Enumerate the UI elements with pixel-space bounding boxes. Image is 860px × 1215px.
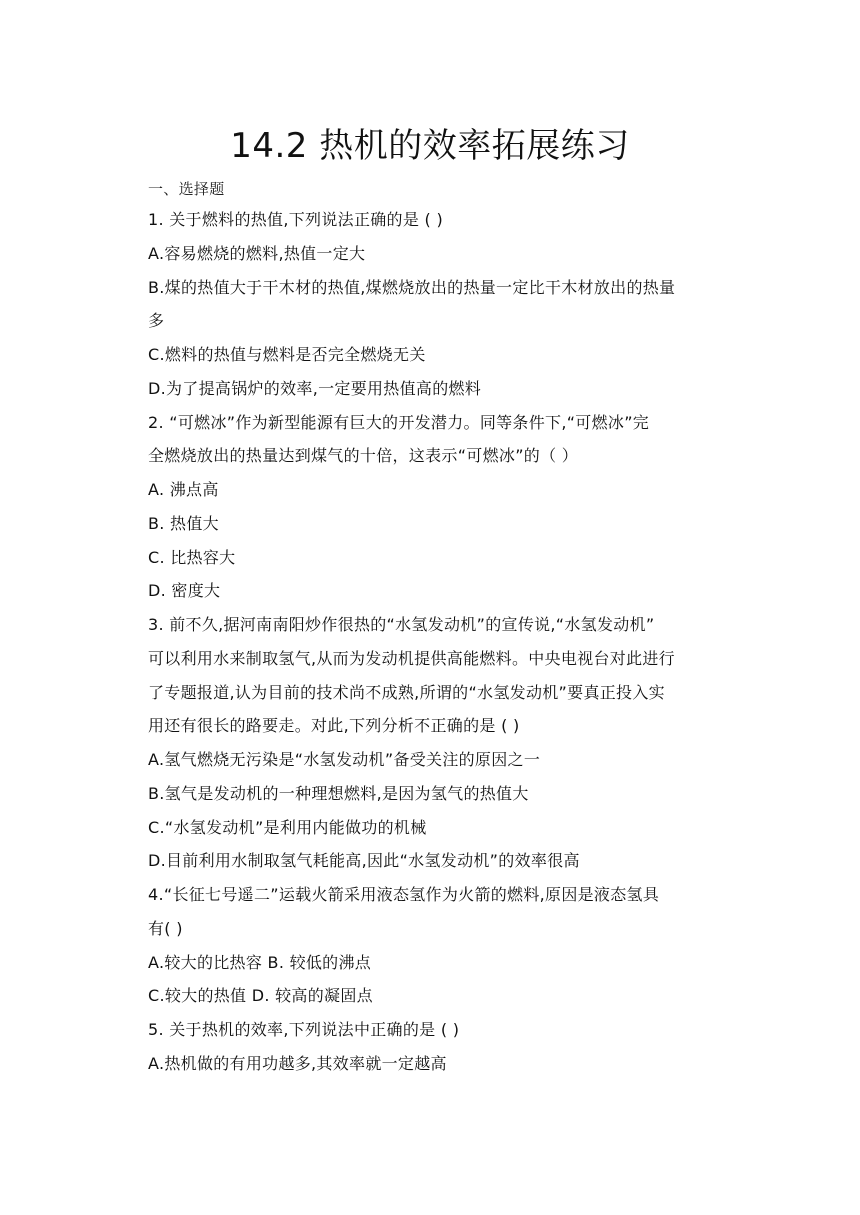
question-2-option-a: A. 沸点高 — [148, 480, 219, 499]
question-3-stem-line-4: 用还有很长的路要走。对此,下列分析不正确的是 ( ) — [148, 716, 520, 735]
question-5-stem: 5. 关于热机的效率,下列说法中正确的是 ( ) — [148, 1020, 460, 1039]
question-1-option-b-line-2: 多 — [148, 311, 165, 330]
section-heading: 一、选择题 — [148, 180, 225, 198]
question-3-option-a: A.氢气燃烧无污染是“水氢发动机”备受关注的原因之一 — [148, 750, 541, 769]
question-1-option-c: C.燃料的热值与燃料是否完全燃烧无关 — [148, 345, 426, 364]
question-1-stem: 1. 关于燃料的热值,下列说法正确的是 ( ) — [148, 210, 443, 229]
document-title: 14.2 热机的效率拓展练习 — [230, 126, 630, 166]
question-4-stem-line-1: 4.“长征七号遥二”运载火箭采用液态氢作为火箭的燃料,原因是液态氢具 — [148, 885, 660, 904]
question-3-option-b: B.氢气是发动机的一种理想燃料,是因为氢气的热值大 — [148, 784, 529, 803]
question-3-stem-line-3: 了专题报道,认为目前的技术尚不成熟,所谓的“水氢发动机”要真正投入实 — [148, 683, 665, 702]
question-3-stem-line-1: 3. 前不久,据河南南阳炒作很热的“水氢发动机”的宣传说,“水氢发动机” — [148, 615, 655, 634]
question-4-options-a-b: A.较大的比热容 B. 较低的沸点 — [148, 953, 372, 972]
question-3-stem-line-2: 可以利用水来制取氢气,从而为发动机提供高能燃料。中央电视台对此进行 — [148, 649, 675, 668]
question-3-option-c: C.“水氢发动机”是利用内能做功的机械 — [148, 818, 427, 837]
question-2-stem-line-1: 2. “可燃冰”作为新型能源有巨大的开发潜力。同等条件下,“可燃冰”完 — [148, 413, 650, 432]
question-1-option-a: A.容易燃烧的燃料,热值一定大 — [148, 244, 366, 263]
question-4-stem-line-2: 有( ) — [148, 919, 183, 938]
question-5-option-a: A.热机做的有用功越多,其效率就一定越高 — [148, 1054, 447, 1073]
question-1-option-d: D.为了提高锅炉的效率,一定要用热值高的燃料 — [148, 379, 482, 398]
question-2-stem-line-2: 全燃烧放出的热量达到煤气的十倍，这表示“可燃冰”的（ ） — [148, 446, 579, 465]
question-2-option-c: C. 比热容大 — [148, 548, 236, 567]
question-2-option-d: D. 密度大 — [148, 581, 221, 600]
question-3-option-d: D.目前利用水制取氢气耗能高,因此“水氢发动机”的效率很高 — [148, 851, 580, 870]
question-2-option-b: B. 热值大 — [148, 514, 219, 533]
question-1-option-b-line-1: B.煤的热值大于干木材的热值,煤燃烧放出的热量一定比干木材放出的热量 — [148, 278, 676, 297]
question-4-options-c-d: C.较大的热值 D. 较高的凝固点 — [148, 986, 373, 1005]
